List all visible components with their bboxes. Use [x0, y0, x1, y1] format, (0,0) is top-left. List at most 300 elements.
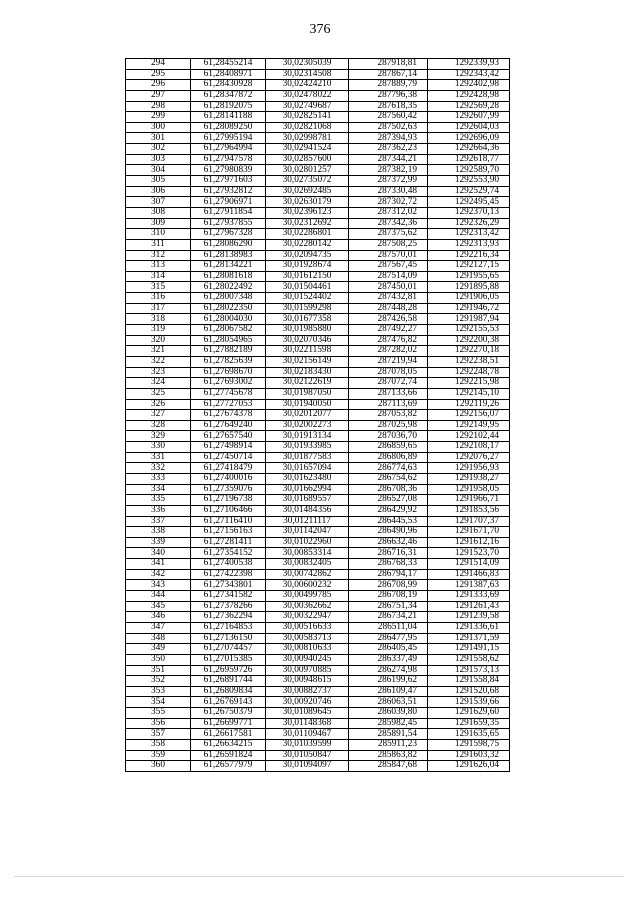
longitude-cell: 30,02305039	[266, 59, 349, 70]
x-coordinate-cell: 286734,21	[349, 612, 428, 623]
longitude-cell: 30,01657094	[266, 463, 349, 474]
point-number-cell: 314	[126, 271, 191, 282]
x-coordinate-cell: 286768,33	[349, 559, 428, 570]
x-coordinate-cell: 286708,36	[349, 484, 428, 495]
x-coordinate-cell: 287450,01	[349, 282, 428, 293]
longitude-cell: 30,01987050	[266, 388, 349, 399]
point-number-cell: 297	[126, 90, 191, 101]
x-coordinate-cell: 286445,53	[349, 516, 428, 527]
x-coordinate-cell: 285911,23	[349, 740, 428, 751]
y-coordinate-cell: 1292618,77	[428, 154, 510, 165]
longitude-cell: 30,02012077	[266, 410, 349, 421]
table-row	[126, 729, 510, 740]
longitude-cell: 30,02749687	[266, 101, 349, 112]
table-row	[126, 165, 510, 176]
longitude-cell: 30,00853314	[266, 548, 349, 559]
table-row	[126, 740, 510, 751]
table-row	[126, 622, 510, 633]
longitude-cell: 30,02122619	[266, 378, 349, 389]
x-coordinate-cell: 287025,98	[349, 420, 428, 431]
table-row	[126, 537, 510, 548]
y-coordinate-cell: 1291239,58	[428, 612, 510, 623]
x-coordinate-cell: 286429,92	[349, 505, 428, 516]
latitude-cell: 61,28022350	[191, 303, 266, 314]
y-coordinate-cell: 1291573,13	[428, 665, 510, 676]
x-coordinate-cell: 287567,45	[349, 261, 428, 272]
table-row	[126, 431, 510, 442]
coordinates-table	[125, 58, 510, 772]
x-coordinate-cell: 286632,46	[349, 537, 428, 548]
table-row	[126, 612, 510, 623]
table-row	[126, 282, 510, 293]
x-coordinate-cell: 287448,28	[349, 303, 428, 314]
longitude-cell: 30,01913134	[266, 431, 349, 442]
table-row	[126, 495, 510, 506]
point-number-cell: 333	[126, 473, 191, 484]
y-coordinate-cell: 1291966,71	[428, 495, 510, 506]
y-coordinate-cell: 1292238,51	[428, 356, 510, 367]
longitude-cell: 30,02070346	[266, 335, 349, 346]
x-coordinate-cell: 285863,82	[349, 750, 428, 761]
latitude-cell: 61,28455214	[191, 59, 266, 70]
table-row	[126, 452, 510, 463]
longitude-cell: 30,01662994	[266, 484, 349, 495]
y-coordinate-cell: 1291598,75	[428, 740, 510, 751]
longitude-cell: 30,02998781	[266, 133, 349, 144]
y-coordinate-cell: 1292200,38	[428, 335, 510, 346]
longitude-cell: 30,02692485	[266, 186, 349, 197]
latitude-cell: 61,27825639	[191, 356, 266, 367]
table-row	[126, 314, 510, 325]
y-coordinate-cell: 1291895,88	[428, 282, 510, 293]
latitude-cell: 61,27745678	[191, 388, 266, 399]
latitude-cell: 61,28086290	[191, 239, 266, 250]
x-coordinate-cell: 286109,47	[349, 686, 428, 697]
table-row	[126, 516, 510, 527]
latitude-cell: 61,27422398	[191, 569, 266, 580]
x-coordinate-cell: 287394,93	[349, 133, 428, 144]
table-row	[126, 580, 510, 591]
longitude-cell: 30,01985880	[266, 325, 349, 336]
latitude-cell: 61,27418479	[191, 463, 266, 474]
x-coordinate-cell: 287618,35	[349, 101, 428, 112]
x-coordinate-cell: 286405,45	[349, 644, 428, 655]
latitude-cell: 61,26809834	[191, 686, 266, 697]
point-number-cell: 342	[126, 569, 191, 580]
longitude-cell: 30,01211117	[266, 516, 349, 527]
y-coordinate-cell: 1291603,32	[428, 750, 510, 761]
point-number-cell: 302	[126, 144, 191, 155]
table-row	[126, 90, 510, 101]
latitude-cell: 61,27727053	[191, 399, 266, 410]
latitude-cell: 61,27964994	[191, 144, 266, 155]
longitude-cell: 30,00322947	[266, 612, 349, 623]
longitude-cell: 30,02821068	[266, 122, 349, 133]
x-coordinate-cell: 287113,69	[349, 399, 428, 410]
table-row	[126, 144, 510, 155]
table-row	[126, 676, 510, 687]
x-coordinate-cell: 287036,70	[349, 431, 428, 442]
longitude-cell: 30,00970885	[266, 665, 349, 676]
x-coordinate-cell: 287476,82	[349, 335, 428, 346]
table-row	[126, 80, 510, 91]
table-row	[126, 761, 510, 772]
point-number-cell: 327	[126, 410, 191, 421]
longitude-cell: 30,02424210	[266, 80, 349, 91]
latitude-cell: 61,26769143	[191, 697, 266, 708]
page-bottom-rule	[14, 876, 624, 877]
y-coordinate-cell: 1291336,61	[428, 622, 510, 633]
point-number-cell: 350	[126, 654, 191, 665]
table-row	[126, 697, 510, 708]
point-number-cell: 320	[126, 335, 191, 346]
longitude-cell: 30,00362662	[266, 601, 349, 612]
point-number-cell: 352	[126, 676, 191, 687]
point-number-cell: 356	[126, 718, 191, 729]
x-coordinate-cell: 286716,31	[349, 548, 428, 559]
x-coordinate-cell: 287889,79	[349, 80, 428, 91]
table-row	[126, 229, 510, 240]
table-row	[126, 591, 510, 602]
x-coordinate-cell: 287330,48	[349, 186, 428, 197]
point-number-cell: 353	[126, 686, 191, 697]
y-coordinate-cell: 1292248,78	[428, 367, 510, 378]
point-number-cell: 349	[126, 644, 191, 655]
y-coordinate-cell: 1291612,16	[428, 537, 510, 548]
y-coordinate-cell: 1292664,36	[428, 144, 510, 155]
longitude-cell: 30,00516633	[266, 622, 349, 633]
latitude-cell: 61,28007348	[191, 293, 266, 304]
table-row	[126, 505, 510, 516]
table-row	[126, 133, 510, 144]
x-coordinate-cell: 287560,42	[349, 112, 428, 123]
point-number-cell: 329	[126, 431, 191, 442]
longitude-cell: 30,00920746	[266, 697, 349, 708]
y-coordinate-cell: 1291707,37	[428, 516, 510, 527]
latitude-cell: 61,27967328	[191, 229, 266, 240]
latitude-cell: 61,27674378	[191, 410, 266, 421]
y-coordinate-cell: 1292108,17	[428, 442, 510, 453]
latitude-cell: 61,27450714	[191, 452, 266, 463]
point-number-cell: 322	[126, 356, 191, 367]
x-coordinate-cell: 286806,89	[349, 452, 428, 463]
table-row	[126, 527, 510, 538]
y-coordinate-cell: 1292343,42	[428, 69, 510, 80]
point-number-cell: 319	[126, 325, 191, 336]
y-coordinate-cell: 1291626,04	[428, 761, 510, 772]
y-coordinate-cell: 1291558,62	[428, 654, 510, 665]
longitude-cell: 30,00499785	[266, 591, 349, 602]
point-number-cell: 331	[126, 452, 191, 463]
y-coordinate-cell: 1292339,93	[428, 59, 510, 70]
longitude-cell: 30,02314508	[266, 69, 349, 80]
x-coordinate-cell: 287426,58	[349, 314, 428, 325]
longitude-cell: 30,01677358	[266, 314, 349, 325]
y-coordinate-cell: 1292589,70	[428, 165, 510, 176]
table-row	[126, 261, 510, 272]
point-number-cell: 339	[126, 537, 191, 548]
longitude-cell: 30,01142047	[266, 527, 349, 538]
latitude-cell: 61,27281411	[191, 537, 266, 548]
y-coordinate-cell: 1291491,15	[428, 644, 510, 655]
point-number-cell: 328	[126, 420, 191, 431]
y-coordinate-cell: 1291635,65	[428, 729, 510, 740]
longitude-cell: 30,01039599	[266, 740, 349, 751]
table-row	[126, 346, 510, 357]
longitude-cell: 30,01612150	[266, 271, 349, 282]
longitude-cell: 30,01599298	[266, 303, 349, 314]
latitude-cell: 61,28192075	[191, 101, 266, 112]
longitude-cell: 30,00882737	[266, 686, 349, 697]
point-number-cell: 306	[126, 186, 191, 197]
point-number-cell: 347	[126, 622, 191, 633]
y-coordinate-cell: 1291956,93	[428, 463, 510, 474]
latitude-cell: 61,27359076	[191, 484, 266, 495]
point-number-cell: 357	[126, 729, 191, 740]
table-row	[126, 197, 510, 208]
point-number-cell: 323	[126, 367, 191, 378]
latitude-cell: 61,28141188	[191, 112, 266, 123]
longitude-cell: 30,02312692	[266, 218, 349, 229]
y-coordinate-cell: 1292495,45	[428, 197, 510, 208]
y-coordinate-cell: 1292216,34	[428, 250, 510, 261]
longitude-cell: 30,01089645	[266, 708, 349, 719]
table-row	[126, 559, 510, 570]
latitude-cell: 61,28347872	[191, 90, 266, 101]
table-row	[126, 686, 510, 697]
longitude-cell: 30,00832405	[266, 559, 349, 570]
latitude-cell: 61,27693002	[191, 378, 266, 389]
point-number-cell: 310	[126, 229, 191, 240]
point-number-cell: 301	[126, 133, 191, 144]
x-coordinate-cell: 286527,08	[349, 495, 428, 506]
table-row	[126, 378, 510, 389]
point-number-cell: 335	[126, 495, 191, 506]
point-number-cell: 305	[126, 176, 191, 187]
latitude-cell: 61,26591824	[191, 750, 266, 761]
x-coordinate-cell: 286754,62	[349, 473, 428, 484]
latitude-cell: 61,26750379	[191, 708, 266, 719]
longitude-cell: 30,01623480	[266, 473, 349, 484]
table-row	[126, 665, 510, 676]
x-coordinate-cell: 287375,62	[349, 229, 428, 240]
latitude-cell: 61,27164853	[191, 622, 266, 633]
point-number-cell: 354	[126, 697, 191, 708]
latitude-cell: 61,27995194	[191, 133, 266, 144]
table-row	[126, 335, 510, 346]
x-coordinate-cell: 286708,19	[349, 591, 428, 602]
y-coordinate-cell: 1292119,26	[428, 399, 510, 410]
y-coordinate-cell: 1292313,42	[428, 229, 510, 240]
latitude-cell: 61,26577979	[191, 761, 266, 772]
longitude-cell: 30,01524402	[266, 293, 349, 304]
y-coordinate-cell: 1292076,27	[428, 452, 510, 463]
longitude-cell: 30,01504461	[266, 282, 349, 293]
y-coordinate-cell: 1291387,63	[428, 580, 510, 591]
table-row	[126, 442, 510, 453]
table-row	[126, 293, 510, 304]
point-number-cell: 343	[126, 580, 191, 591]
latitude-cell: 61,26959726	[191, 665, 266, 676]
x-coordinate-cell: 287570,01	[349, 250, 428, 261]
point-number-cell: 338	[126, 527, 191, 538]
y-coordinate-cell: 1292428,98	[428, 90, 510, 101]
y-coordinate-cell: 1291853,56	[428, 505, 510, 516]
table-row	[126, 59, 510, 70]
x-coordinate-cell: 287282,02	[349, 346, 428, 357]
table-row	[126, 101, 510, 112]
latitude-cell: 61,28138983	[191, 250, 266, 261]
page-number: 376	[309, 22, 331, 37]
table-row	[126, 218, 510, 229]
latitude-cell: 61,27649240	[191, 420, 266, 431]
latitude-cell: 61,27074457	[191, 644, 266, 655]
y-coordinate-cell: 1292127,15	[428, 261, 510, 272]
latitude-cell: 61,27911854	[191, 207, 266, 218]
x-coordinate-cell: 287867,14	[349, 69, 428, 80]
latitude-cell: 61,27341582	[191, 591, 266, 602]
table-row	[126, 176, 510, 187]
point-number-cell: 324	[126, 378, 191, 389]
longitude-cell: 30,02286801	[266, 229, 349, 240]
y-coordinate-cell: 1291987,94	[428, 314, 510, 325]
longitude-cell: 30,02825141	[266, 112, 349, 123]
point-number-cell: 308	[126, 207, 191, 218]
table-row	[126, 601, 510, 612]
point-number-cell: 313	[126, 261, 191, 272]
point-number-cell: 340	[126, 548, 191, 559]
point-number-cell: 332	[126, 463, 191, 474]
longitude-cell: 30,02630179	[266, 197, 349, 208]
point-number-cell: 316	[126, 293, 191, 304]
latitude-cell: 61,28067582	[191, 325, 266, 336]
point-number-cell: 345	[126, 601, 191, 612]
y-coordinate-cell: 1292553,90	[428, 176, 510, 187]
latitude-cell: 61,27400016	[191, 473, 266, 484]
longitude-cell: 30,01484356	[266, 505, 349, 516]
table-row	[126, 271, 510, 282]
longitude-cell: 30,01928674	[266, 261, 349, 272]
table-row	[126, 239, 510, 250]
longitude-cell: 30,01940050	[266, 399, 349, 410]
point-number-cell: 346	[126, 612, 191, 623]
x-coordinate-cell: 287502,63	[349, 122, 428, 133]
latitude-cell: 61,27136150	[191, 633, 266, 644]
table-row	[126, 186, 510, 197]
longitude-cell: 30,02002273	[266, 420, 349, 431]
point-number-cell: 311	[126, 239, 191, 250]
latitude-cell: 61,28004030	[191, 314, 266, 325]
x-coordinate-cell: 287796,38	[349, 90, 428, 101]
y-coordinate-cell: 1292313,93	[428, 239, 510, 250]
latitude-cell: 61,27196738	[191, 495, 266, 506]
coordinates-table-body	[126, 59, 510, 772]
table-row	[126, 325, 510, 336]
table-row	[126, 154, 510, 165]
y-coordinate-cell: 1291558,84	[428, 676, 510, 687]
table-row	[126, 644, 510, 655]
table-row	[126, 303, 510, 314]
latitude-cell: 61,27937855	[191, 218, 266, 229]
table-row	[126, 356, 510, 367]
y-coordinate-cell: 1292696,09	[428, 133, 510, 144]
longitude-cell: 30,00940245	[266, 654, 349, 665]
table-row	[126, 484, 510, 495]
x-coordinate-cell: 286490,96	[349, 527, 428, 538]
x-coordinate-cell: 287072,74	[349, 378, 428, 389]
latitude-cell: 61,28081618	[191, 271, 266, 282]
x-coordinate-cell: 286511,04	[349, 622, 428, 633]
longitude-cell: 30,00583713	[266, 633, 349, 644]
point-number-cell: 337	[126, 516, 191, 527]
point-number-cell: 303	[126, 154, 191, 165]
point-number-cell: 325	[126, 388, 191, 399]
latitude-cell: 61,27932812	[191, 186, 266, 197]
x-coordinate-cell: 287362,23	[349, 144, 428, 155]
latitude-cell: 61,27015385	[191, 654, 266, 665]
y-coordinate-cell: 1291958,05	[428, 484, 510, 495]
latitude-cell: 61,27343801	[191, 580, 266, 591]
x-coordinate-cell: 286337,49	[349, 654, 428, 665]
point-number-cell: 312	[126, 250, 191, 261]
y-coordinate-cell: 1292155,53	[428, 325, 510, 336]
longitude-cell: 30,02094735	[266, 250, 349, 261]
x-coordinate-cell: 287133,66	[349, 388, 428, 399]
point-number-cell: 309	[126, 218, 191, 229]
point-number-cell: 348	[126, 633, 191, 644]
y-coordinate-cell: 1291659,35	[428, 718, 510, 729]
latitude-cell: 61,27116410	[191, 516, 266, 527]
y-coordinate-cell: 1291671,70	[428, 527, 510, 538]
latitude-cell: 61,27882189	[191, 346, 266, 357]
point-number-cell: 307	[126, 197, 191, 208]
longitude-cell: 30,02941524	[266, 144, 349, 155]
x-coordinate-cell: 286794,17	[349, 569, 428, 580]
point-number-cell: 317	[126, 303, 191, 314]
x-coordinate-cell: 287372,99	[349, 176, 428, 187]
y-coordinate-cell: 1291906,05	[428, 293, 510, 304]
y-coordinate-cell: 1291466,83	[428, 569, 510, 580]
longitude-cell: 30,01109467	[266, 729, 349, 740]
table-row	[126, 69, 510, 80]
x-coordinate-cell: 286274,98	[349, 665, 428, 676]
longitude-cell: 30,02156149	[266, 356, 349, 367]
x-coordinate-cell: 287312,02	[349, 207, 428, 218]
latitude-cell: 61,26699771	[191, 718, 266, 729]
y-coordinate-cell: 1291523,70	[428, 548, 510, 559]
longitude-cell: 30,01022960	[266, 537, 349, 548]
table-row	[126, 399, 510, 410]
table-row	[126, 473, 510, 484]
table-row	[126, 750, 510, 761]
table-row	[126, 718, 510, 729]
latitude-cell: 61,28054965	[191, 335, 266, 346]
longitude-cell: 30,01933985	[266, 442, 349, 453]
y-coordinate-cell: 1292145,10	[428, 388, 510, 399]
table-row	[126, 410, 510, 421]
point-number-cell: 296	[126, 80, 191, 91]
x-coordinate-cell: 285891,54	[349, 729, 428, 740]
x-coordinate-cell: 287344,21	[349, 154, 428, 165]
point-number-cell: 334	[126, 484, 191, 495]
latitude-cell: 61,27156163	[191, 527, 266, 538]
y-coordinate-cell: 1292569,28	[428, 101, 510, 112]
x-coordinate-cell: 287508,25	[349, 239, 428, 250]
point-number-cell: 294	[126, 59, 191, 70]
x-coordinate-cell: 286774,63	[349, 463, 428, 474]
longitude-cell: 30,02801257	[266, 165, 349, 176]
y-coordinate-cell: 1292402,98	[428, 80, 510, 91]
